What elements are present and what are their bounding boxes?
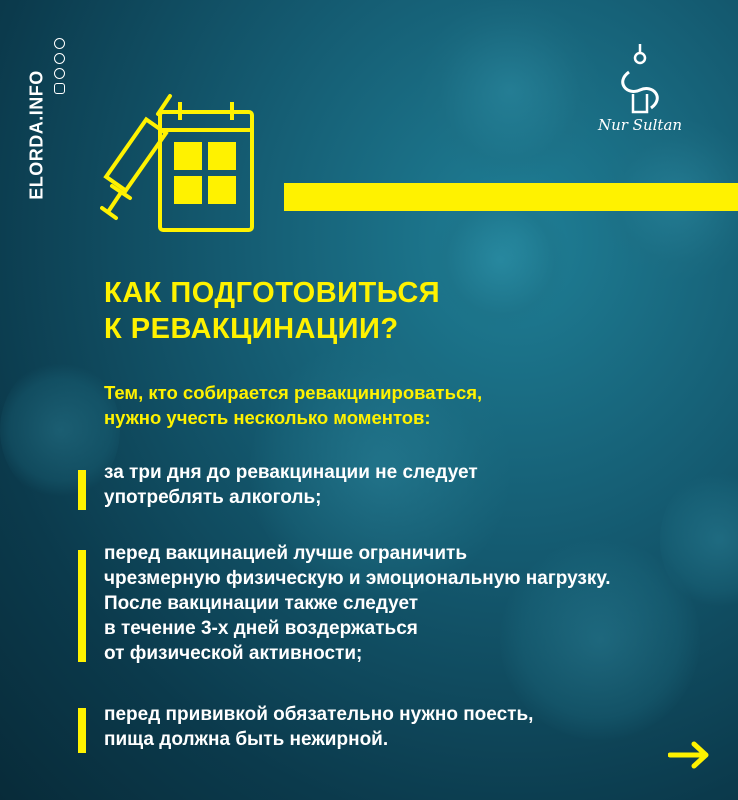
item-marker: [78, 708, 86, 753]
list-item: перед прививкой обязательно нужно поесть, пища должна быть нежирной.: [104, 704, 534, 750]
background-virus: [420, 0, 600, 180]
intro-text: Тем, кто собирается ревакцинироваться, нужно учесть несколько моментов:: [104, 382, 483, 428]
side-brand: [22, 30, 52, 240]
background-virus: [0, 360, 120, 500]
social-icons: [54, 38, 68, 98]
list-item: за три дня до ревакцинации не следует употреблять алкоголь;: [104, 462, 478, 508]
arrow-right-icon[interactable]: [668, 740, 712, 770]
nur-sultan-logo: [585, 40, 695, 140]
background-virus: [430, 190, 570, 330]
item-marker: [78, 550, 86, 662]
monument-icon: [585, 40, 695, 120]
list-item: перед вакцинацией лучше ограничить чрезмерную физическую и эмоциональную нагрузку. После вакцинации также следует в течение 3-х дней воздержаться от физической активности;: [104, 543, 611, 664]
youtube-icon[interactable]: [54, 53, 65, 64]
calendar-icon: [160, 102, 252, 230]
page-title: КАК ПОДГОТОВИТЬСЯ К РЕВАКЦИНАЦИИ?: [104, 277, 441, 345]
logo-text: Nur Sultan: [597, 116, 683, 134]
item-marker: [78, 470, 86, 510]
accent-bar: [284, 183, 738, 211]
instagram-icon[interactable]: [54, 83, 65, 94]
syringe-calendar-icon: [100, 90, 260, 240]
telegram-icon[interactable]: [54, 68, 65, 79]
brand-name: ELORDA.INFO: [26, 70, 47, 200]
facebook-icon[interactable]: [54, 38, 65, 49]
